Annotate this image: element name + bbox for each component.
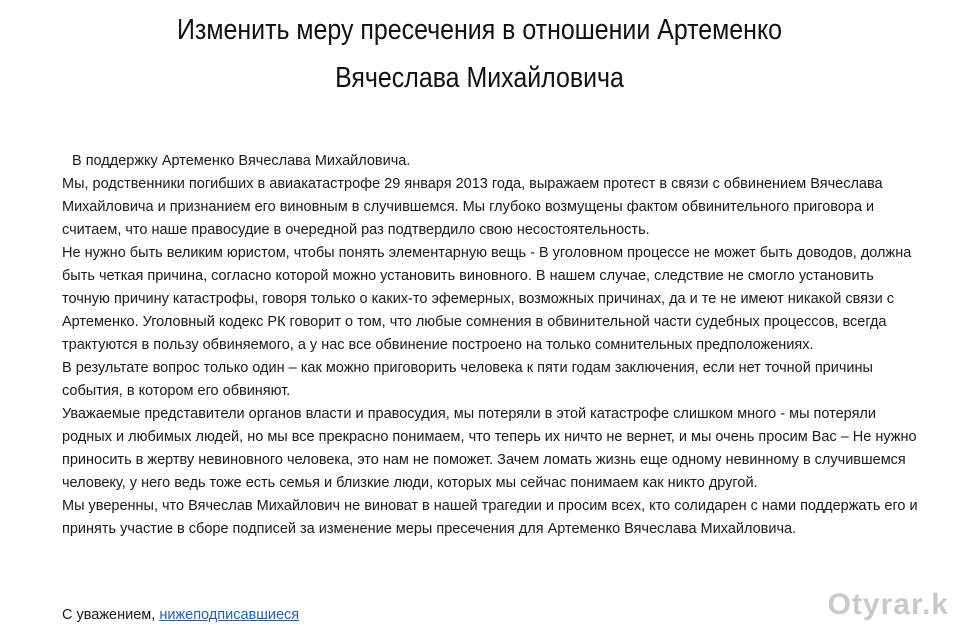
support-line: В поддержку Артеменко Вячеслава Михайловича. — [72, 153, 411, 169]
appeal-paragraph: Уважаемые представители органов власти и правосудия, мы потеряли в этой катастрофе слишком много - мы потеряли родных и любимых людей, но мы все прекрасно понимаем, что теперь их ничто не вернет, и мы очень просим Вас – Не нужно приносить в жертву невиновного человека, это нам не поможет. Зачем ломать жизнь еще одному невинному в случившемся человеку, у него ведь тоже есть семья и близкие люди, которых мы сейчас понимаем как никто другой. — [62, 406, 917, 491]
protest-paragraph: Мы, родственники погибших в авиакатастрофе 29 января 2013 года, выражаем протест в связи с обвинением Вячеслава Михайловича и признанием его виновным в случившемся. Мы глубоко возмущены фактом обвинительного приговора и считаем, что наше правосудие в очередной раз подтвердило свою несостоятельность. — [62, 176, 883, 238]
signature-line — [62, 605, 299, 625]
petition-body — [62, 150, 922, 541]
petition-title: Изменить меру пресечения в отношении Артеменко Вячеслава Михайловича — [176, 14, 783, 94]
question-paragraph: В результате вопрос только один – как можно приговорить человека к пяти годам заключения, если нет точной причины события, в котором его обвиняют. — [62, 360, 873, 399]
argument-paragraph: Не нужно быть великим юристом, чтобы понять элементарную вещь - В уголовном процессе не может быть доводов, должна быть четкая причина, согласно которой можно установить виновного. В нашем случае, следствие не смогло установить точную причину катастрофы, говоря только о каких-то эфемерных, возможных причинах, да и те не имеют никакой связи с Артеменко. Уголовный кодекс РК говорит о том, что любые сомнения в обвинительной части судебных процессов, всегда трактуются в пользу обвиняемого, а у нас все обвинение построено на только сомнительных предположениях. — [62, 245, 912, 353]
closing-paragraph: Мы уверенны, что Вячеслав Михайлович не виноват в нашей трагедии и просим всех, кто солидарен с нами поддержать его и принять участие в сборе подписей за изменение меры пресечения для Артеменко Вячеслава Михайловича. — [62, 498, 918, 537]
site-watermark: Otyrar.k — [827, 588, 949, 621]
closing-text: С уважением, — [62, 607, 156, 623]
signatories-link[interactable]: нижеподписавшиеся — [159, 607, 300, 623]
